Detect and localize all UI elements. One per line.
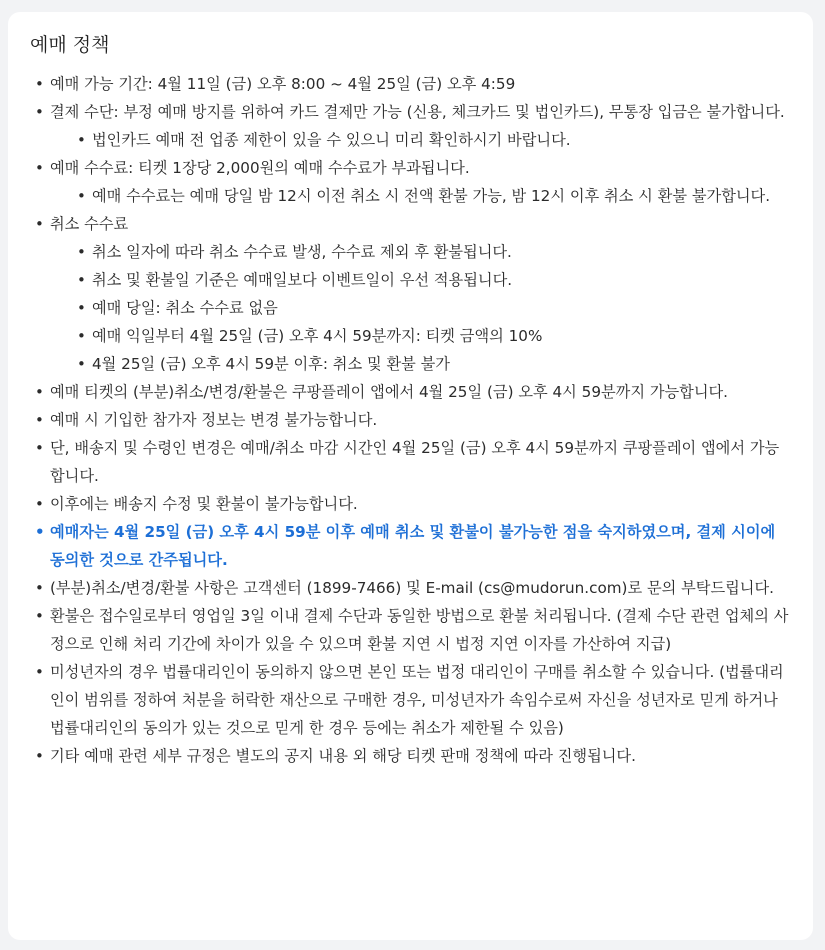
policy-item [30, 658, 791, 742]
policy-subitem [72, 294, 791, 322]
bullet-icon: • [77, 243, 86, 261]
policy-item [30, 378, 791, 406]
policy-subitem [72, 266, 791, 294]
policy-item [30, 518, 791, 574]
policy-item-text: 이후에는 배송지 수정 및 환불이 불가능합니다. [50, 495, 358, 513]
bullet-icon: • [35, 663, 44, 681]
policy-item [30, 154, 791, 210]
policy-item-text: 예매 티켓의 (부분)취소/변경/환불은 쿠팡플레이 앱에서 4월 25일 (금) 오후 4시 59분까지 가능합니다. [50, 383, 729, 401]
bullet-icon: • [35, 607, 44, 625]
policy-item-text: 미성년자의 경우 법률대리인이 동의하지 않으면 본인 또는 법정 대리인이 구매를 취소할 수 있습니다. (법률대리인이 범위를 정하여 처분을 허락한 재산으로 구매한 경우, 미성년자가 속임수로써 자신을 성년자로 믿게 하거나 법률대리인의 동의가 있는 것으로 믿게 한 경우 등에는 취소가 제한될 수 있음) [50, 663, 784, 737]
policy-item-text: 예매자는 4월 25일 (금) 오후 4시 59분 이후 예매 취소 및 환불이 불가능한 점을 숙지하였으며, 결제 시이에 동의한 것으로 간주됩니다. [50, 523, 776, 569]
policy-item-text: 결제 수단: 부정 예매 방지를 위하여 카드 결제만 가능 (신용, 체크카드 및 법인카드), 무통장 입금은 불가합니다. [50, 103, 785, 121]
policy-subitem-text: 예매 수수료는 예매 당일 밤 12시 이전 취소 시 전액 환불 가능, 밤 12시 이후 취소 시 환불 불가합니다. [92, 187, 771, 205]
bullet-icon: • [77, 187, 86, 205]
policy-subitem-text: 예매 익일부터 4월 25일 (금) 오후 4시 59분까지: 티켓 금액의 10% [92, 327, 543, 345]
bullet-icon: • [35, 103, 44, 121]
bullet-icon: • [77, 131, 86, 149]
policy-list [30, 70, 791, 770]
bullet-icon: • [77, 327, 86, 345]
bullet-icon: • [77, 355, 86, 373]
policy-sublist [50, 126, 791, 154]
bullet-icon: • [35, 215, 44, 233]
bullet-icon: • [35, 75, 44, 93]
bullet-icon: • [35, 523, 45, 541]
policy-item-text: (부분)취소/변경/환불 사항은 고객센터 (1899-7466) 및 E-mail (cs@mudorun.com)로 문의 부탁드립니다. [50, 579, 774, 597]
policy-item [30, 490, 791, 518]
policy-subitem-text: 취소 및 환불일 기준은 예매일보다 이벤트일이 우선 적용됩니다. [92, 271, 513, 289]
bullet-icon: • [35, 495, 44, 513]
policy-sublist [50, 238, 791, 378]
policy-subitem-text: 4월 25일 (금) 오후 4시 59분 이후: 취소 및 환불 불가 [92, 355, 450, 373]
policy-item-text: 단, 배송지 및 수령인 변경은 예매/취소 마감 시간인 4월 25일 (금) 오후 4시 59분까지 쿠팡플레이 앱에서 가능합니다. [50, 439, 780, 485]
policy-item [30, 574, 791, 602]
policy-item-text: 취소 수수료 [50, 215, 129, 233]
ticket-policy-card [8, 12, 813, 940]
policy-subitem-text: 예매 당일: 취소 수수료 없음 [92, 299, 278, 317]
policy-subitem [72, 126, 791, 154]
policy-item [30, 98, 791, 154]
bullet-icon: • [35, 747, 44, 765]
policy-item-text: 예매 가능 기간: 4월 11일 (금) 오후 8:00 ~ 4월 25일 (금) 오후 4:59 [50, 75, 516, 93]
policy-item [30, 406, 791, 434]
policy-item-text: 예매 시 기입한 참가자 정보는 변경 불가능합니다. [50, 411, 378, 429]
policy-sublist [50, 182, 791, 210]
policy-subitem [72, 238, 791, 266]
policy-subitem-text: 법인카드 예매 전 업종 제한이 있을 수 있으니 미리 확인하시기 바랍니다. [92, 131, 571, 149]
bullet-icon: • [35, 411, 44, 429]
policy-subitem [72, 350, 791, 378]
policy-subitem-text: 취소 일자에 따라 취소 수수료 발생, 수수료 제외 후 환불됩니다. [92, 243, 512, 261]
policy-item-text: 예매 수수료: 티켓 1장당 2,000원의 예매 수수료가 부과됩니다. [50, 159, 470, 177]
policy-subitem [72, 182, 791, 210]
policy-item [30, 210, 791, 378]
policy-item [30, 742, 791, 770]
policy-item-text: 기타 예매 관련 세부 규정은 별도의 공지 내용 외 해당 티켓 판매 정책에 따라 진행됩니다. [50, 747, 636, 765]
policy-subitem [72, 322, 791, 350]
policy-item [30, 70, 791, 98]
bullet-icon: • [77, 299, 86, 317]
bullet-icon: • [35, 159, 44, 177]
policy-item-text: 환불은 접수일로부터 영업일 3일 이내 결제 수단과 동일한 방법으로 환불 처리됩니다. (결제 수단 관련 업체의 사정으로 인해 처리 기간에 차이가 있을 수 있으며 환불 지연 시 법정 지연 이자를 가산하여 지급) [50, 607, 789, 653]
bullet-icon: • [35, 439, 44, 457]
bullet-icon: • [35, 579, 44, 597]
bullet-icon: • [35, 383, 44, 401]
bullet-icon: • [77, 271, 86, 289]
section-title: 예매 정책 [30, 34, 110, 56]
policy-item [30, 602, 791, 658]
policy-item [30, 434, 791, 490]
